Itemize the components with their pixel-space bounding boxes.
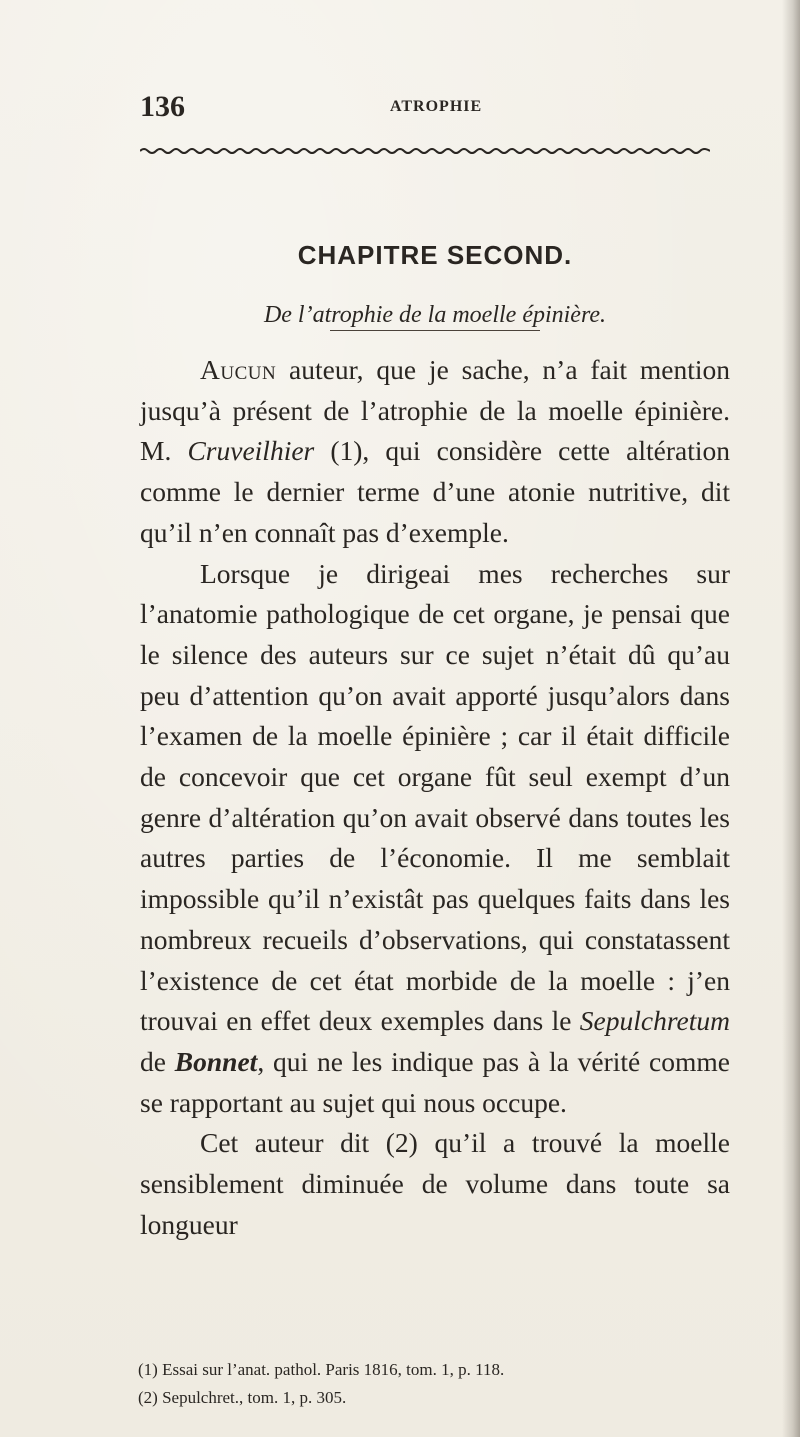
chapter-subtitle: De l’atrophie de la moelle épinière.	[263, 302, 607, 328]
page-number: 136	[140, 90, 185, 123]
paragraph-3	[140, 1123, 730, 1245]
ornamental-rule	[140, 146, 710, 156]
page-header	[140, 90, 720, 130]
paragraph-1	[140, 350, 730, 554]
paragraph-text: Lorsque je dirigeai mes recherches sur l’anatomie pathologique de cet organe, je pensai que le silence des auteurs sur ce sujet n’était dû qu’au peu d’attention qu’on avait apporté jusqu’alors dans l’examen de la moelle épinière ; car il était difficile de concevoir que cet organe fût seul exempt d’un genre d’altération qu’on avait observé dans toutes les autres parties de l’économie. Il me semblait impossible qu’il n’existât pas quelques faits dans les nombreux recueils d’observations, qui constatassent l’existence de cet état morbide de la moelle : j’en trouvai en effet deux exemples dans le	[140, 557, 730, 1037]
chapter-title: CHAPITRE SECOND.	[297, 240, 573, 270]
footnote-2: (2) Sepulchret., tom. 1, p. 305.	[138, 1388, 347, 1407]
footnotes	[138, 1356, 738, 1412]
paragraph-text: Cet auteur dit (2) qu’il a trouvé la moelle sensiblement diminuée de volume dans toute sa longueur	[140, 1127, 730, 1240]
lead-word: Aucun	[200, 354, 277, 385]
subtitle-underline	[330, 330, 540, 331]
work-title: Sepulchretum	[579, 1005, 730, 1037]
page-edge-shadow	[782, 0, 800, 1437]
footnote-1: (1) Essai sur l’anat. pathol. Paris 1816, tom. 1, p. 118.	[138, 1360, 505, 1379]
paragraph-2	[140, 554, 730, 1124]
paragraph-text: (1), qui considère cette altération comme le dernier terme d’une atonie nutritive, dit qu’il n’en connaît pas d’exemple.	[140, 435, 731, 548]
body-text	[140, 350, 730, 1245]
author-name: Bonnet	[174, 1045, 258, 1077]
running-head: ATROPHIE	[390, 98, 483, 115]
paragraph-text: , qui ne les indique pas à la vérité comme se rapportant au sujet qui nous occupe.	[140, 1045, 730, 1118]
paragraph-text: auteur, que je sache, n’a fait mention jusqu’à présent de l’atrophie de la moelle épinière. M.	[140, 354, 730, 467]
paragraph-text: de	[140, 1045, 175, 1077]
author-name: Cruveilhier	[187, 435, 315, 467]
